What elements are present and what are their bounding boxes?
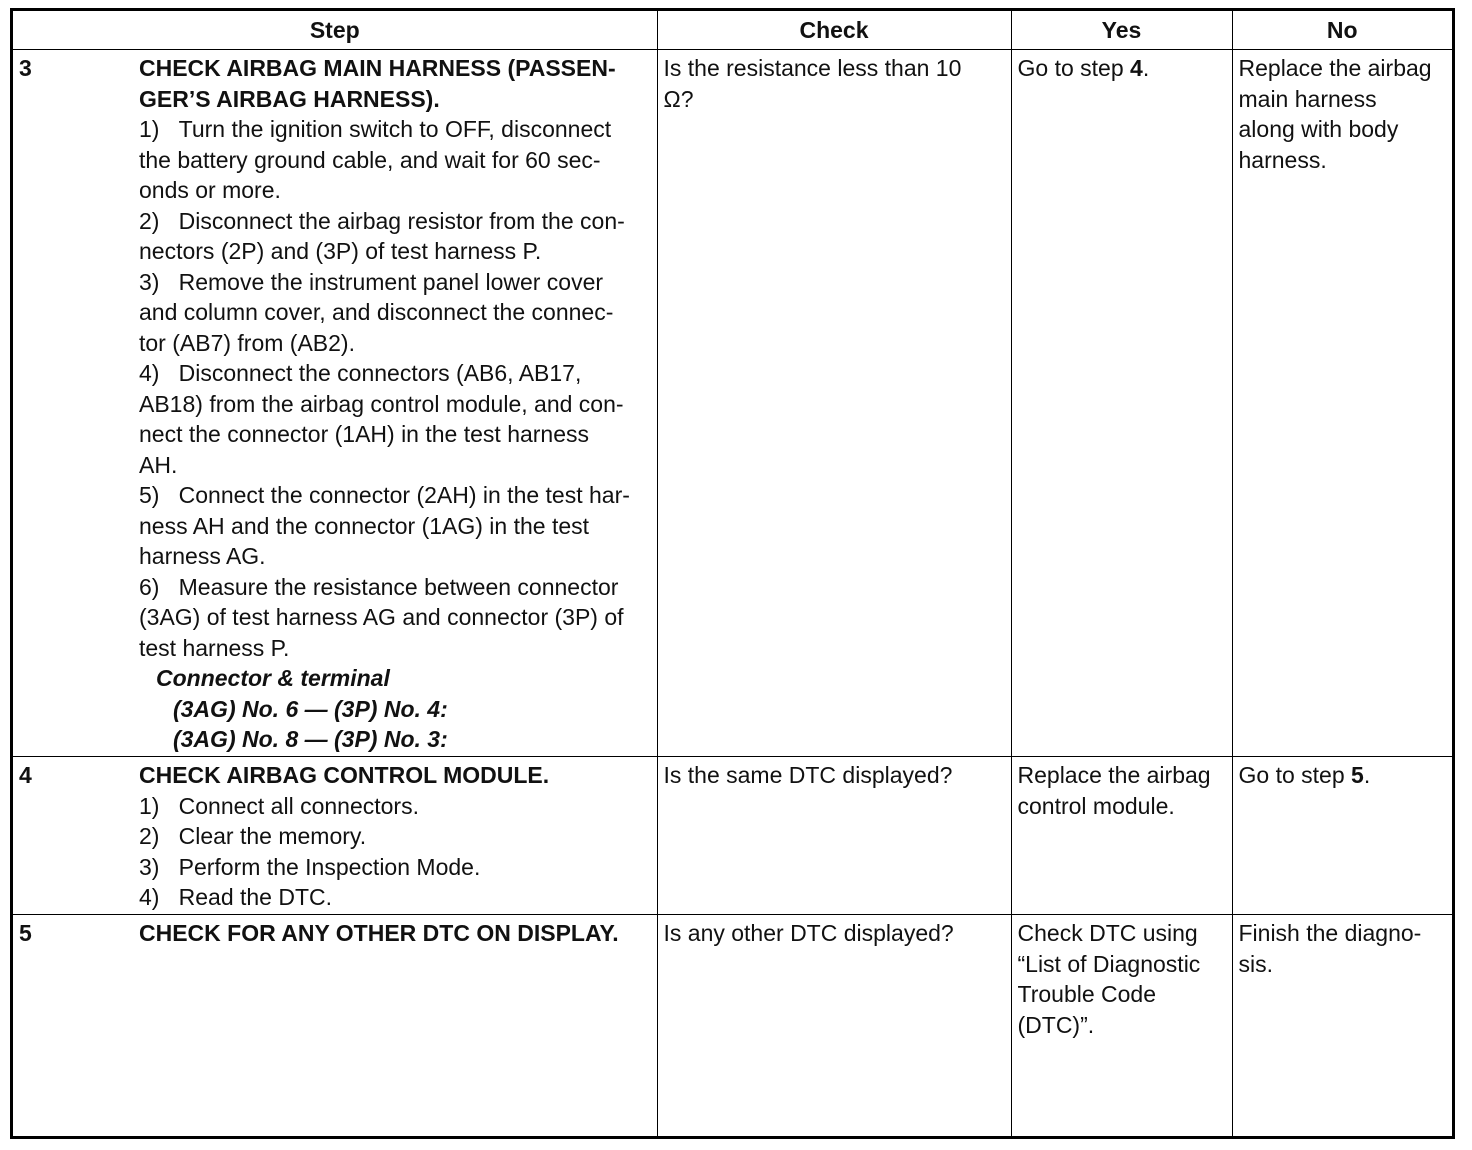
- procedure-text: Turn the ignition switch to OFF, disconnect: [178, 116, 612, 142]
- procedure-number: 3): [139, 268, 160, 295]
- step-number: 5: [19, 920, 32, 946]
- step-cell: [13, 50, 657, 757]
- procedure-text: Perform the Inspection Mode.: [178, 853, 481, 880]
- header-no: No: [1232, 11, 1452, 50]
- procedure-item: [139, 267, 651, 359]
- yes-cell: [1011, 915, 1232, 1137]
- procedure-number: 2): [139, 207, 160, 234]
- procedure-text: AH.: [139, 451, 178, 478]
- no-text: main harness: [1238, 85, 1377, 112]
- spec-line: (3AG) No. 8 — (3P) No. 3:: [173, 726, 448, 752]
- check-cell: [657, 915, 1011, 1137]
- table-row: [13, 50, 1452, 757]
- check-text: Is any other DTC displayed?: [663, 920, 954, 946]
- procedure-text: Read the DTC.: [178, 884, 333, 910]
- yes-text: Replace the airbag: [1017, 762, 1211, 788]
- no-text: harness.: [1238, 146, 1327, 173]
- step-number: 3: [19, 55, 32, 81]
- procedure-item: [139, 206, 651, 267]
- step-cell: [13, 757, 657, 915]
- yes-text: control module.: [1017, 792, 1175, 819]
- procedure-text: test harness P.: [139, 634, 290, 661]
- procedure-item: [139, 114, 651, 206]
- procedure-item: [139, 882, 651, 913]
- header-step: Step: [13, 11, 657, 50]
- step-number: 4: [19, 762, 32, 788]
- step-title: CHECK AIRBAG MAIN HARNESS (PASSEN-: [139, 55, 616, 81]
- procedure-item: [139, 791, 651, 822]
- step-reference: 5: [1351, 762, 1364, 788]
- yes-text: (DTC)”.: [1017, 1011, 1095, 1038]
- yes-cell: [1011, 50, 1232, 757]
- yes-text: “List of Diagnostic: [1017, 950, 1201, 977]
- procedure-number: 6): [139, 573, 160, 600]
- yes-text-suffix: .: [1142, 55, 1150, 81]
- procedure-text: tor (AB7) from (AB2).: [139, 329, 355, 356]
- procedure-text: the battery ground cable, and wait for 60 sec-: [139, 146, 601, 173]
- step-title: CHECK FOR ANY OTHER DTC ON DISPLAY.: [139, 920, 619, 946]
- yes-text: Trouble Code: [1017, 981, 1157, 1007]
- procedure-number: 2): [139, 823, 160, 849]
- header-yes: Yes: [1011, 11, 1232, 50]
- procedure-text: and column cover, and disconnect the connec-: [139, 299, 614, 325]
- procedure-number: 3): [139, 853, 160, 880]
- step-body: [139, 53, 651, 755]
- procedure-text: nectors (2P) and (3P) of test harness P.: [139, 238, 542, 264]
- spec-line: (3AG) No. 6 — (3P) No. 4:: [173, 695, 448, 722]
- procedure-text: Disconnect the airbag resistor from the con-: [178, 207, 625, 234]
- procedure-text: nect the connector (1AH) in the test harness: [139, 421, 590, 447]
- step-cell: [13, 915, 657, 1137]
- header-check: Check: [657, 11, 1011, 50]
- procedure-text: (3AG) of test harness AG and connector (3P) of: [139, 604, 624, 630]
- procedure-number: 1): [139, 116, 160, 142]
- header-row: [13, 11, 1452, 50]
- procedure-item: [139, 572, 651, 664]
- check-cell: [657, 50, 1011, 757]
- procedure-text: ness AH and the connector (1AG) in the test: [139, 512, 590, 539]
- no-cell: [1232, 757, 1452, 915]
- procedure-item: [139, 821, 651, 852]
- procedure-item: [139, 852, 651, 883]
- step-reference: 4: [1130, 55, 1143, 81]
- procedure-number: 4): [139, 884, 160, 910]
- diagnostic-table-frame: [10, 8, 1455, 1139]
- diagnostic-table: [13, 11, 1452, 1136]
- procedure-text: Connect all connectors.: [178, 792, 419, 819]
- no-text: Go to step: [1238, 762, 1352, 788]
- yes-cell: [1011, 757, 1232, 915]
- procedure-text: onds or more.: [139, 177, 281, 203]
- procedure-number: 5): [139, 482, 160, 508]
- procedure-text: Measure the resistance between connector: [178, 573, 619, 600]
- table-row: [13, 757, 1452, 915]
- yes-text: Check DTC using: [1017, 920, 1198, 946]
- check-text: Is the resistance less than 10: [663, 55, 962, 81]
- procedure-text: Disconnect the connectors (AB6, AB17,: [178, 360, 582, 386]
- no-text: sis.: [1238, 950, 1273, 977]
- no-text-suffix: .: [1363, 762, 1371, 788]
- procedure-text: harness AG.: [139, 543, 266, 569]
- step-title: CHECK AIRBAG CONTROL MODULE.: [139, 762, 550, 788]
- procedure-text: Remove the instrument panel lower cover: [178, 268, 604, 295]
- no-text: Finish the diagno-: [1238, 920, 1422, 946]
- spec-heading: Connector & terminal: [156, 665, 390, 691]
- yes-text: Go to step: [1017, 55, 1131, 81]
- no-cell: [1232, 50, 1452, 757]
- table-row: [13, 915, 1452, 1137]
- check-text: Is the same DTC displayed?: [663, 762, 953, 788]
- step-title-continued: GER’S AIRBAG HARNESS).: [139, 85, 440, 112]
- no-text: along with body: [1238, 116, 1399, 142]
- procedure-text: AB18) from the airbag control module, and con-: [139, 390, 624, 417]
- procedure-number: 1): [139, 792, 160, 819]
- check-cell: [657, 757, 1011, 915]
- procedure-text: Clear the memory.: [178, 823, 367, 849]
- check-text-continued: Ω?: [663, 85, 694, 112]
- procedure-number: 4): [139, 360, 160, 386]
- step-body: [139, 760, 651, 913]
- procedure-item: [139, 480, 651, 572]
- procedure-item: [139, 358, 651, 480]
- procedure-text: Connect the connector (2AH) in the test har-: [178, 482, 630, 508]
- no-text: Replace the airbag: [1238, 55, 1432, 81]
- no-cell: [1232, 915, 1452, 1137]
- step-body: [139, 918, 651, 949]
